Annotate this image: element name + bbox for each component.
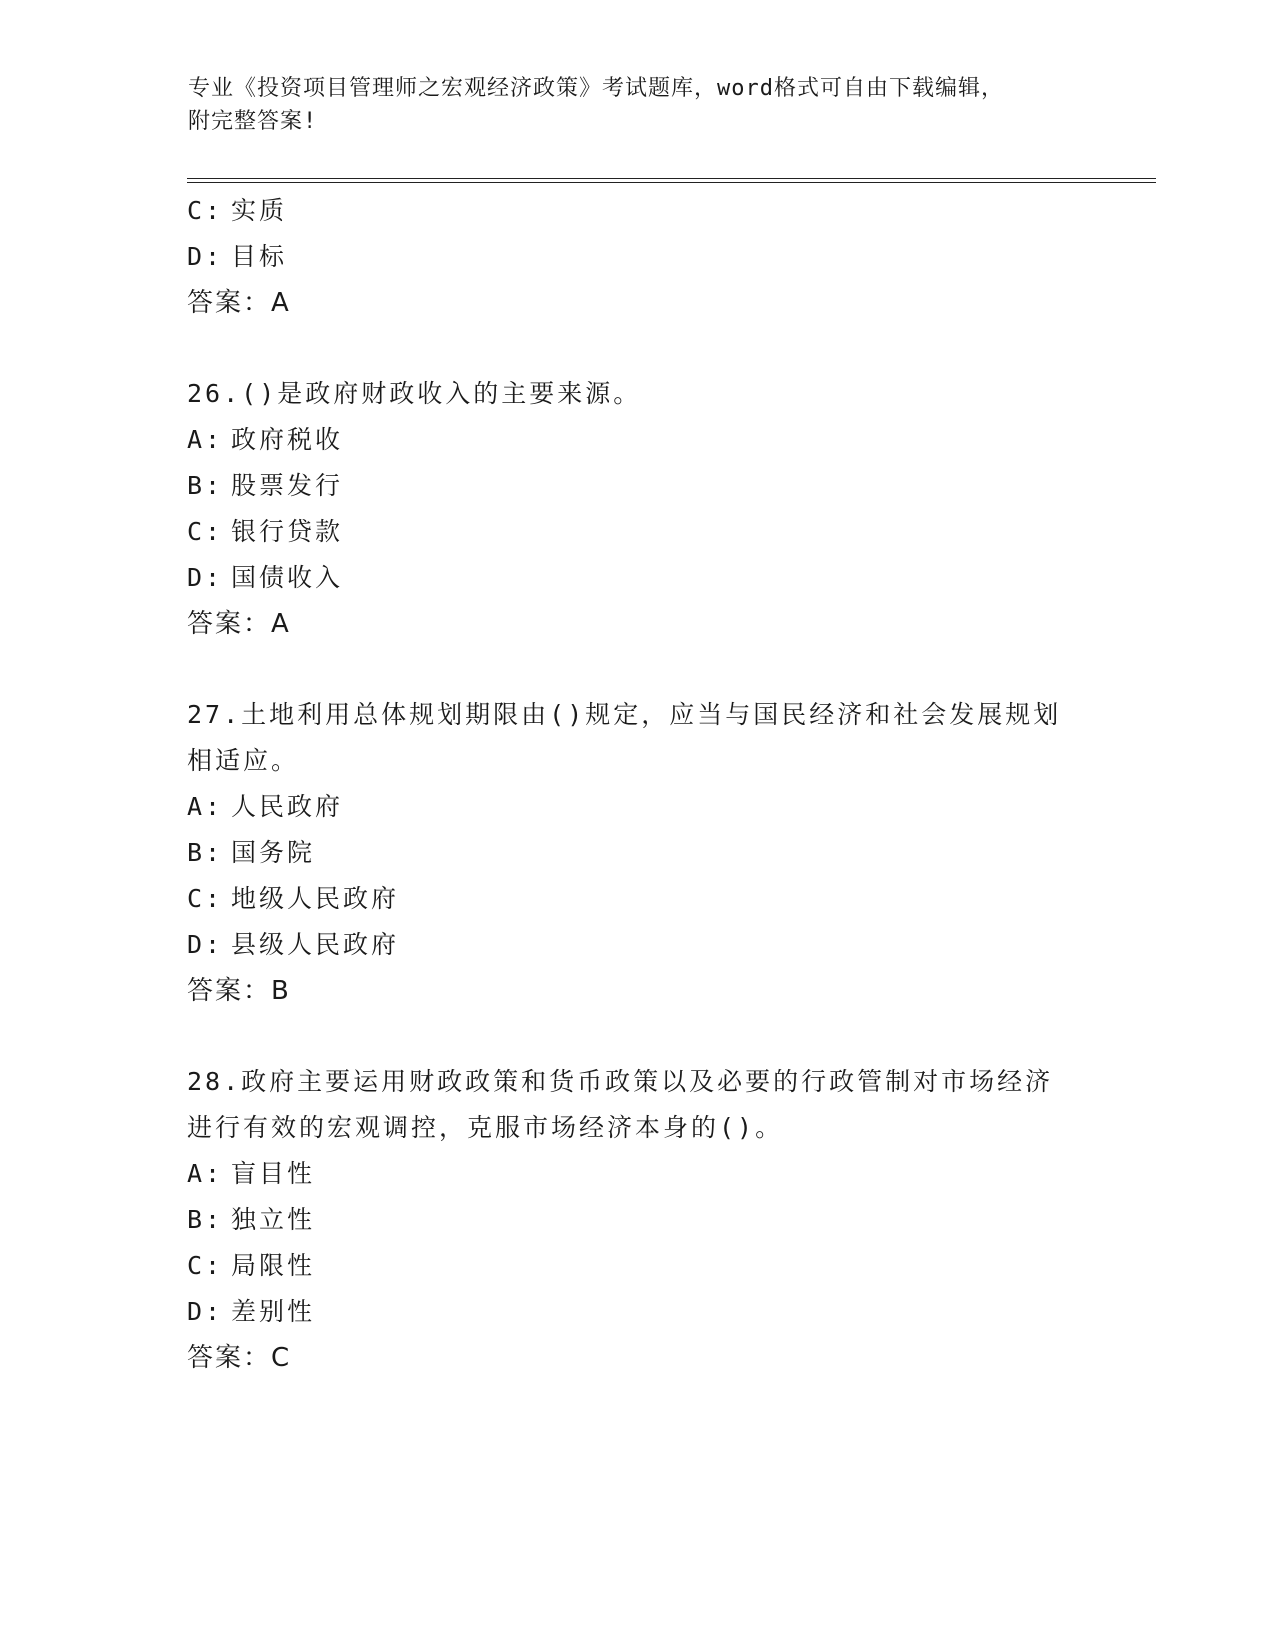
option-key: A:: [187, 425, 224, 454]
option-key: C:: [187, 1251, 224, 1280]
option-key: D:: [187, 242, 224, 271]
option-text: 局限性: [231, 1251, 316, 1280]
question-content: [187, 188, 1087, 1381]
option-c: [187, 876, 1087, 922]
option-key: C:: [187, 517, 224, 546]
option-key: B:: [187, 471, 224, 500]
option-d: [187, 555, 1087, 601]
header-line-2: 附完整答案!: [188, 109, 318, 134]
option-b: [187, 830, 1087, 876]
question-text-continued: 进行有效的宏观调控，克服市场经济本身的()。: [187, 1113, 784, 1142]
option-d: [187, 922, 1087, 968]
option-key: D:: [187, 930, 224, 959]
option-text: 差别性: [231, 1297, 316, 1326]
option-b: [187, 1197, 1087, 1243]
question-26: [187, 371, 1087, 647]
option-text: 独立性: [231, 1205, 316, 1234]
option-key: A:: [187, 1159, 224, 1188]
option-key: B:: [187, 1205, 224, 1234]
answer-line: 答案：B: [187, 976, 291, 1006]
answer-line: 答案：C: [187, 1343, 292, 1373]
option-text: 国债收入: [231, 563, 344, 592]
question-text-continued: 相适应。: [187, 746, 300, 775]
option-text: 目标: [231, 242, 288, 271]
previous-question-tail: [187, 188, 1087, 326]
header-line-1: 专业《投资项目管理师之宏观经济政策》考试题库，word格式可自由下载编辑，: [188, 76, 1004, 101]
option-a: [187, 1151, 1087, 1197]
option-key: D:: [187, 563, 224, 592]
option-a: [187, 784, 1087, 830]
question-text: 28.政府主要运用财政政策和货币政策以及必要的行政管制对市场经济: [187, 1067, 1054, 1096]
header-divider-top: [187, 178, 1156, 179]
option-text: 实质: [231, 196, 288, 225]
option-key: C:: [187, 884, 224, 913]
question-text: 26.()是政府财政收入的主要来源。: [187, 379, 642, 408]
option-d: [187, 1289, 1087, 1335]
document-header: [188, 72, 1088, 138]
option-text: 人民政府: [231, 792, 344, 821]
answer-line: 答案：A: [187, 609, 291, 639]
option-text: 国务院: [231, 838, 316, 867]
option-c: [187, 1243, 1087, 1289]
question-27: [187, 692, 1087, 1014]
header-divider-bottom: [187, 182, 1156, 183]
option-text: 县级人民政府: [231, 930, 400, 959]
option-a: [187, 417, 1087, 463]
option-d: [187, 234, 1087, 280]
option-key: B:: [187, 838, 224, 867]
option-text: 股票发行: [231, 471, 344, 500]
question-text: 27.土地利用总体规划期限由()规定，应当与国民经济和社会发展规划: [187, 700, 1062, 729]
option-c: [187, 509, 1087, 555]
option-text: 政府税收: [231, 425, 344, 454]
question-28: [187, 1059, 1087, 1381]
option-text: 地级人民政府: [231, 884, 400, 913]
option-text: 盲目性: [231, 1159, 316, 1188]
option-key: A:: [187, 792, 224, 821]
answer-line: 答案：A: [187, 288, 291, 318]
option-text: 银行贷款: [231, 517, 344, 546]
option-c: [187, 188, 1087, 234]
option-b: [187, 463, 1087, 509]
option-key: C:: [187, 196, 224, 225]
option-key: D:: [187, 1297, 224, 1326]
